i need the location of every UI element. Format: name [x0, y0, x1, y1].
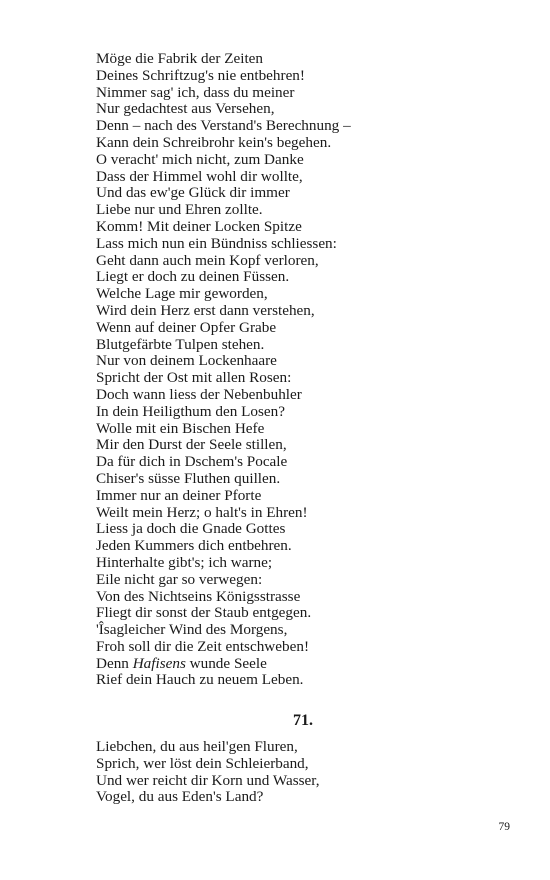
verse-line: In dein Heiligthum den Losen?: [96, 402, 285, 420]
verse-line: Chiser's süsse Fluthen quillen.: [96, 469, 281, 487]
verse-line-hafisens: [96, 656, 496, 673]
verse-line: Hinterhalte gibt's; ich warne;: [96, 553, 273, 571]
poem-71: [96, 739, 496, 806]
verse-line: Sprich, wer löst dein Schleierband,: [96, 754, 309, 772]
verse-line: Liegt er doch zu deinen Füssen.: [96, 268, 290, 286]
verse-line: Deines Schriftzug's nie entbehren!: [96, 66, 305, 84]
verse-line: Eile nicht gar so verwegen:: [96, 570, 263, 588]
verse-line: Nur gedachtest aus Versehen,: [96, 100, 275, 118]
verse-line: Rief dein Hauch zu neuem Leben.: [96, 671, 304, 689]
verse-line: Blutgefärbte Tulpen stehen.: [96, 335, 265, 353]
verse-line: Vogel, du aus Eden's Land?: [96, 788, 264, 806]
poem-70-continuation: [96, 51, 496, 689]
verse-line: Geht dann auch mein Kopf verloren,: [96, 251, 319, 269]
verse-line: Denn – nach des Verstand's Berechnung –: [96, 117, 351, 135]
verse-line: Kann dein Schreibrohr kein's begehen.: [96, 133, 332, 151]
verse-line: Mir den Durst der Seele stillen,: [96, 436, 287, 454]
verse-line: Wolle mit ein Bischen Hefe: [96, 419, 265, 437]
verse-line: Immer nur an deiner Pforte: [96, 486, 262, 504]
verse-line: Liess ja doch die Gnade Gottes: [96, 520, 286, 538]
verse-line: Nimmer sag' ich, dass du meiner: [96, 83, 295, 101]
verse-text: wunde Seele: [185, 654, 267, 672]
verse-line: Welche Lage mir geworden,: [96, 285, 268, 303]
verse-line: Spricht der Ost mit allen Rosen:: [96, 369, 292, 387]
verse-line: Dass der Himmel wohl dir wollte,: [96, 167, 303, 185]
verse-line: Liebe nur und Ehren zollte.: [96, 201, 263, 219]
verse-line: Weilt mein Herz; o halt's in Ehren!: [96, 503, 308, 521]
verse-line: Von des Nichtseins Königsstrasse: [96, 587, 301, 605]
verse-line: Lass mich nun ein Bündniss schliessen:: [96, 234, 337, 252]
page-number: 79: [498, 821, 510, 833]
verse-line: Doch wann liess der Nebenbuhler: [96, 385, 302, 403]
verse-text: Denn: [96, 654, 133, 672]
verse-line: Nur von deinem Lockenhaare: [96, 352, 277, 370]
verse-line: Wenn auf deiner Opfer Grabe: [96, 318, 277, 336]
verse-line: Wird dein Herz erst dann verstehen,: [96, 301, 315, 319]
poem-number: 71.: [293, 712, 313, 729]
verse-line: Fliegt dir sonst der Staub entgegen.: [96, 604, 312, 622]
verse-line: Jeden Kummers dich entbehren.: [96, 537, 292, 555]
verse-line: Da für dich in Dschem's Pocale: [96, 453, 288, 471]
poet-name: Hafisens: [132, 654, 186, 672]
verse-line: Und wer reicht dir Korn und Wasser,: [96, 771, 320, 789]
verse-line: 'Îsagleicher Wind des Morgens,: [96, 621, 288, 639]
verse-line: Liebchen, du aus heil'gen Fluren,: [96, 738, 298, 755]
verse-line: Möge die Fabrik der Zeiten: [96, 50, 264, 67]
verse-line: Froh soll dir die Zeit entschweben!: [96, 637, 309, 655]
verse-line: Und das ew'ge Glück dir immer: [96, 184, 290, 202]
verse-line: O veracht' mich nicht, zum Danke: [96, 150, 304, 168]
verse-line: Komm! Mit deiner Locken Spitze: [96, 217, 302, 235]
